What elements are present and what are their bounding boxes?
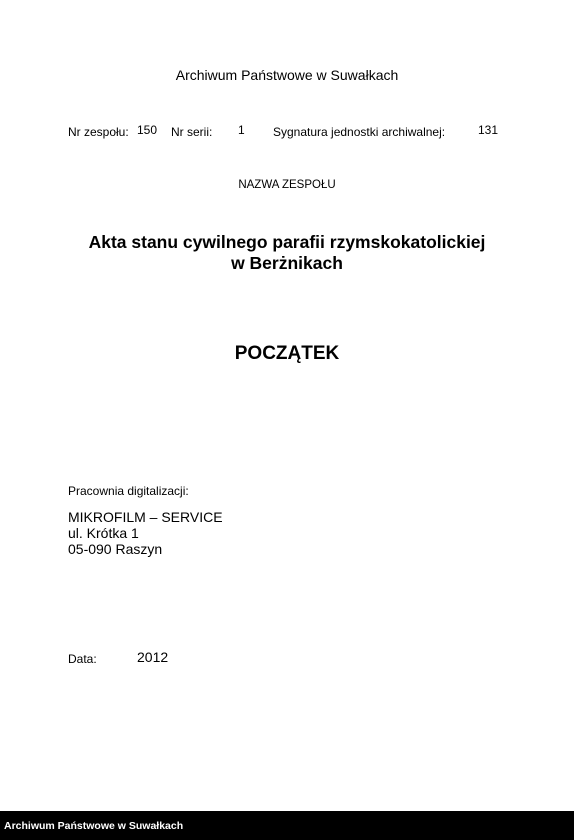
digitization-lab-address [68, 509, 223, 557]
lab-company: MIKROFILM – SERVICE [68, 509, 223, 525]
start-marker: POCZĄTEK [234, 343, 340, 364]
fond-name-line-1: Akta stanu cywilnego parafii rzymskokatolickiej [88, 232, 486, 252]
date-label: Data: [68, 652, 97, 666]
fond-heading: NAZWA ZESPOŁU [238, 179, 336, 191]
signature-value: 131 [478, 123, 499, 137]
footer-bar [0, 811, 574, 840]
series-value: 1 [238, 123, 245, 137]
archive-title: Archiwum Państwowe w Suwałkach [175, 67, 399, 83]
lab-city: 05-090 Raszyn [68, 541, 163, 557]
fond-name-line-2: w Berżnikach [231, 253, 343, 273]
date-value: 2012 [137, 649, 169, 665]
footer-archive-name: Archiwum Państwowe w Suwałkach [4, 820, 184, 832]
fond-number-value: 150 [137, 123, 158, 137]
digitization-lab-label: Pracownia digitalizacji: [68, 484, 189, 498]
lab-street: ul. Krótka 1 [68, 525, 139, 541]
series-label: Nr serii: [171, 125, 213, 139]
signature-label: Sygnatura jednostki archiwalnej: [273, 125, 446, 139]
fond-number-label: Nr zespołu: [68, 125, 129, 139]
fond-name [0, 232, 574, 274]
